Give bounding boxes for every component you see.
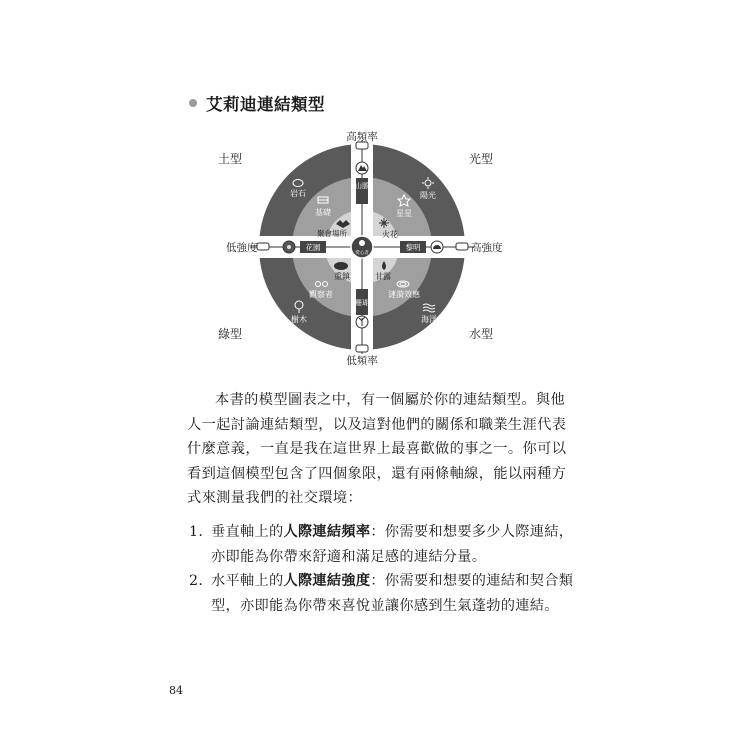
inner-item-gathering-label: 聚會場所: [317, 229, 347, 238]
list-term: 人際連結強度: [283, 573, 371, 589]
mask-icon: [334, 262, 348, 270]
axis-item-up-text: 山脈: [355, 182, 369, 190]
axis-cap-bottom: [356, 345, 368, 352]
list-description: ：你需要和想要的連結和契合類型，亦即能為你帶來喜悅並讓你感到生氣蓬勃的連結。: [211, 573, 574, 614]
garden-icon-shape: [287, 245, 291, 249]
axis-item-up-label: [355, 181, 369, 190]
axis-label-right: 高強度: [471, 242, 503, 254]
list-term: 人際連結頻率: [283, 524, 371, 540]
outer-item-ocean-label: 海洋: [421, 315, 437, 324]
quadrant-label-bottom-right: 水型: [469, 327, 494, 341]
heart-icon: [359, 240, 365, 246]
middle-item-observer-label: 觀察者: [309, 290, 333, 299]
axis-label-left: 低強度: [226, 242, 258, 254]
axis-cap-right: [456, 243, 468, 250]
axis-label-bottom: 低頻率: [346, 355, 378, 367]
list-number: 1.: [189, 524, 204, 540]
outer-item-rock-label: 岩石: [290, 189, 306, 198]
axis-item-right-label: 黎明: [405, 243, 421, 252]
axis-cap-top: [356, 142, 368, 149]
section-title: 艾莉迪連結類型: [206, 95, 325, 114]
list-prefix: 水平軸上的: [211, 573, 284, 589]
center-label: 愛心者: [355, 251, 369, 256]
list-item: [187, 569, 587, 618]
list-number: 2.: [189, 573, 204, 589]
page-number: 84: [169, 684, 183, 697]
quadrant-label-top-left: 土型: [218, 152, 243, 166]
axis-item-down-text: 珊瑚: [355, 299, 369, 307]
middle-item-ripple-label: 漣漪效應: [388, 290, 420, 299]
numbered-list: [187, 520, 587, 618]
middle-item-star-label: 星星: [396, 209, 412, 218]
inner-item-stronghold-label: 重鎮: [334, 272, 350, 281]
axis-label-top: 高頻率: [346, 131, 378, 143]
axis-item-left-label: 花園: [305, 243, 321, 252]
quadrant-label-top-right: 光型: [469, 152, 494, 166]
inner-item-nectar-label: 甘露: [375, 272, 391, 281]
outer-item-sun-label: 陽光: [420, 191, 436, 200]
axis-item-down-label: [355, 298, 369, 307]
quadrant-label-bottom-left: 綠型: [218, 327, 243, 341]
list-item: [187, 520, 587, 569]
inner-item-spark-label: 火花: [382, 230, 398, 239]
list-description: ：你需要和想要多少人際連結，亦即能為你帶來舒適和滿足感的連結分量。: [211, 524, 574, 565]
list-prefix: 垂直軸上的: [211, 524, 284, 540]
middle-item-foundation-label: 基礎: [315, 208, 331, 217]
axis-cap-left: [257, 243, 269, 250]
outer-item-tree-label: 樹木: [291, 315, 307, 324]
body-paragraph: 本書的模型圖表之中，有一個屬於你的連結類型。與他人一起討論連結類型，以及這對他們的關係和職業生涯代表什麼意義，一直是我在這世界上最喜歡做的事之一。你可以看到這個模型包含了四個象限，還有兩條軸線，能以兩種方式來測量我們的社交環境：: [187, 392, 567, 506]
